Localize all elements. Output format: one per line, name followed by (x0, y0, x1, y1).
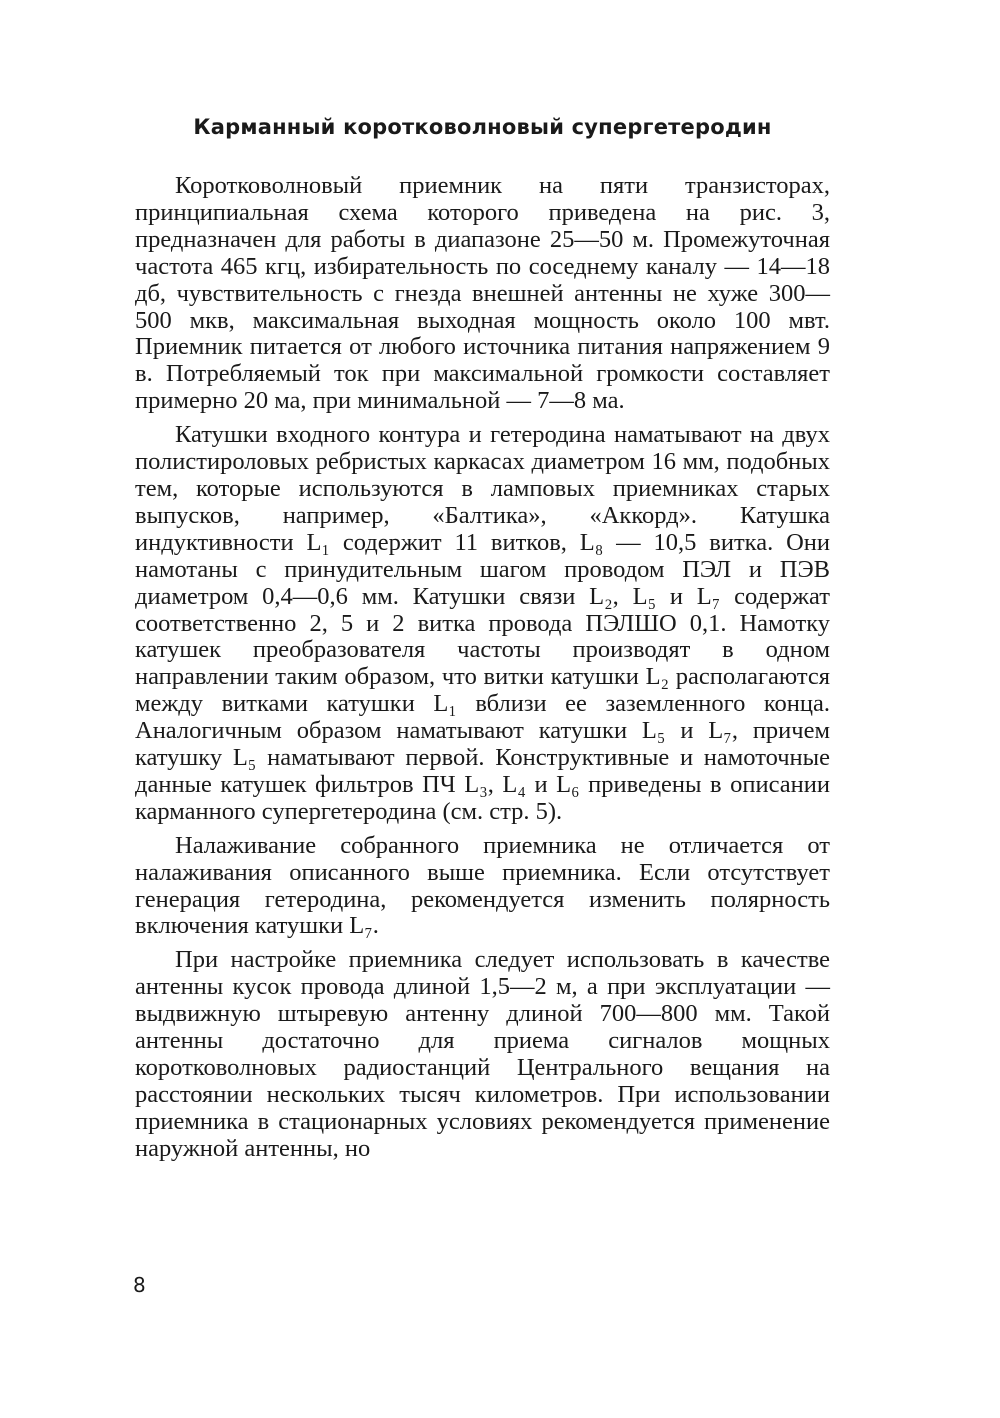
paragraph-antenna: При настройке приемника следует использовать в качестве антенны кусок провода длиной 1,5—2 м, а при эксплуатации — выдвижную штыревую антенну длиной 700—800 мм. Такой антенны достаточно для приема сигналов мощных коротковолновых радиостанций Центрального вещания на расстоянии нескольких тысяч километров. При использовании приемника в стационарных условиях рекомендуется применение наружной антенны, но (135, 946, 830, 1162)
paragraph-adjustment: Налаживание собранного приемника не отличается от налаживания описанного выше приемника. Если отсутствует генерация гетеродина, рекомендуется изменить полярность включения катушки L₇. (135, 831, 830, 940)
page-number: 8 (133, 1273, 146, 1297)
page-title: Карманный коротковолновый супергетеродин (193, 115, 772, 139)
paragraph-receiver-specs: Коротковолновый приемник на пяти транзисторах, принципиальная схема которого приведена на рис. 3, предназначен для работы в диапазоне 25—50 м. Промежуточная частота 465 кгц, избирательность по соседнему каналу — 14—18 дб, чувствительность с гнезда внешней антенны не хуже 300—500 мкв, максимальная выходная мощность около 100 мвт. Приемник питается от любого источника питания напряжением 9 в. Потребляемый ток при максимальной громкости составляет примерно 20 ма, при минимальной — 7—8 ма. (135, 172, 830, 415)
body-text (135, 173, 830, 1163)
paragraph-coil-winding: Катушки входного контура и гетеродина наматывают на двух полистироловых ребристых каркасах диаметром 16 мм, подобных тем, которые используются в ламповых приемниках старых выпусков, например, «Балтика», «Аккорд». Катушка индуктивности L₁ содержит 11 витков, L₈ — 10,5 витка. Они намотаны с принудительным шагом проводом ПЭЛ и ПЭВ диаметром 0,4—0,6 мм. Катушки связи L₂, L₅ и L₇ содержат соответственно 2, 5 и 2 витка провода ПЭЛШО 0,1. Намотку катушек преобразователя частоты производят в одном направлении таким образом, что витки катушки L₂ располагаются между витками катушки L₁ вблизи ее заземленного конца. Аналогичным образом наматывают катушки L₅ и L₇, причем катушку L₅ наматывают первой. Конструктивные и намоточные данные катушек фильтров ПЧ L₃, L₄ и L₆ приведены в описании карманного супергетеродина (см. стр. 5). (135, 421, 830, 825)
